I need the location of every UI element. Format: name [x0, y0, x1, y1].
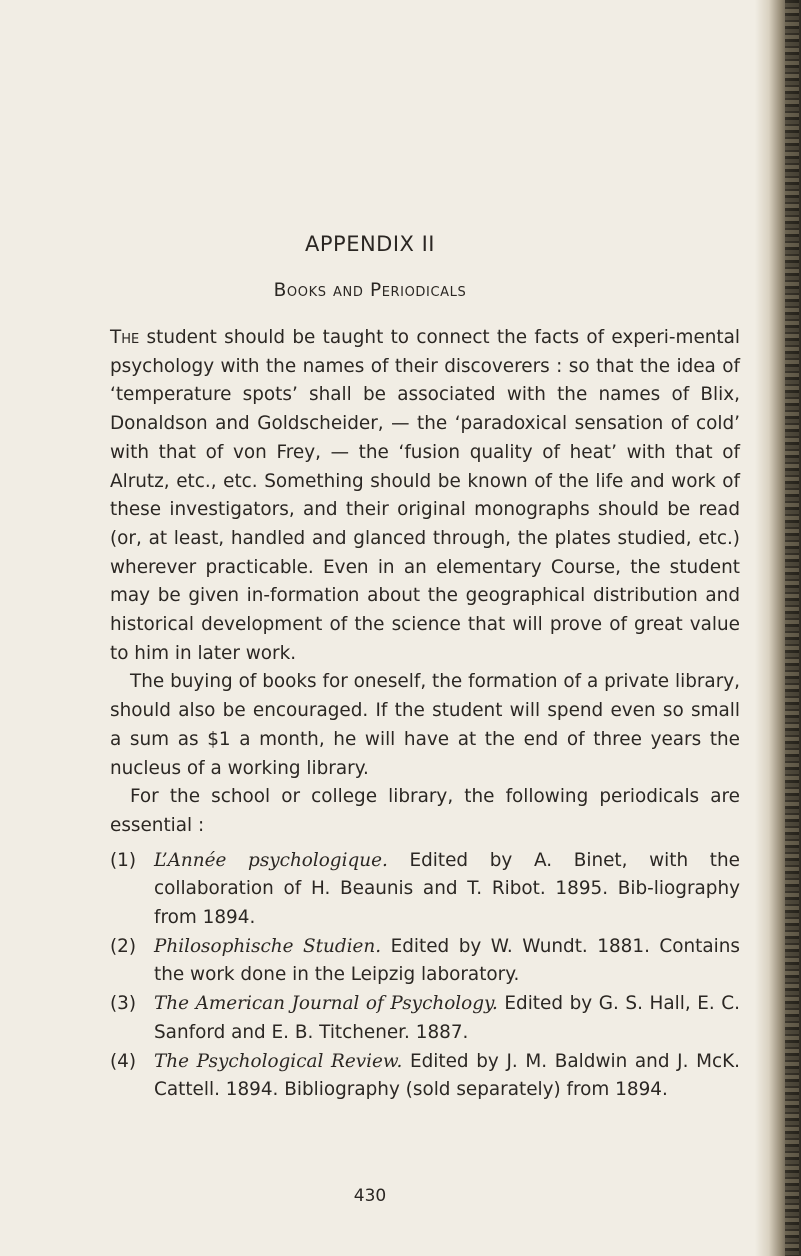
- periodical-title: The Psychological Review.: [154, 1050, 403, 1072]
- periodical-title: L’Année psychologique.: [154, 849, 388, 871]
- periodicals-intro-paragraph: For the school or college library, the following periodicals are essential :: [110, 786, 740, 836]
- item-number: (2): [110, 935, 137, 957]
- periodical-title: The American Journal of Psychology.: [154, 993, 498, 1015]
- periodical-details: Edited by J. M. Baldwin and J. McK. Cattell. 1894. Bibliography (sold separately) from 1894.: [154, 1050, 740, 1101]
- appendix-heading: APPENDIX II: [305, 232, 435, 256]
- intro-first-word: The: [110, 327, 140, 348]
- intro-text: student should be taught to connect the facts of experi-mental psychology with the names of their discoverers : so that the idea of ‘temperature spots’ shall be associated with the names of Blix, Donaldson and Goldscheider, — the ‘paradoxical sensation of cold’ with that of von Frey, — the ‘fusion quality of heat’ with that of Alrutz, etc., etc. Something should be known of the life and work of these investigators, and their original monographs should be read (or, at least, handled and glanced through, the plates studied, etc.) wherever practicable. Even in an elementary Course, the student may be given in-formation about the geographical distribution and historical development of the science that will prove of great value to him in later work.: [110, 327, 740, 664]
- books-paragraph: The buying of books for oneself, the formation of a private library, should also be encouraged. If the student will spend even so small a sum as $1 a month, he will have at the end of three years the nucleus of a working library.: [110, 671, 740, 779]
- item-number: (3): [110, 993, 137, 1015]
- page-edge-texture: [785, 0, 799, 1256]
- list-item: [110, 990, 740, 1047]
- list-item: [110, 847, 740, 933]
- page-number: 430: [353, 1186, 387, 1206]
- list-item: [110, 1048, 740, 1105]
- intro-paragraph: [110, 324, 740, 668]
- body-text: [110, 324, 740, 1105]
- periodicals-list: [110, 847, 740, 1105]
- periodical-details: Edited by G. S. Hall, E. C. Sanford and E. B. Titchener. 1887.: [154, 993, 740, 1043]
- item-number: (4): [110, 1050, 137, 1072]
- list-item: [110, 933, 740, 990]
- periodical-details: Edited by W. Wundt. 1881. Contains the work done in the Leipzig laboratory.: [154, 935, 741, 986]
- section-subheading: Books and Periodicals: [273, 280, 467, 301]
- periodical-title: Philosophische Studien.: [154, 935, 382, 957]
- periodical-details: Edited by A. Binet, with the collaboration of H. Beaunis and T. Ribot. 1895. Bib-liography from 1894.: [154, 849, 740, 929]
- item-number: (1): [110, 849, 137, 871]
